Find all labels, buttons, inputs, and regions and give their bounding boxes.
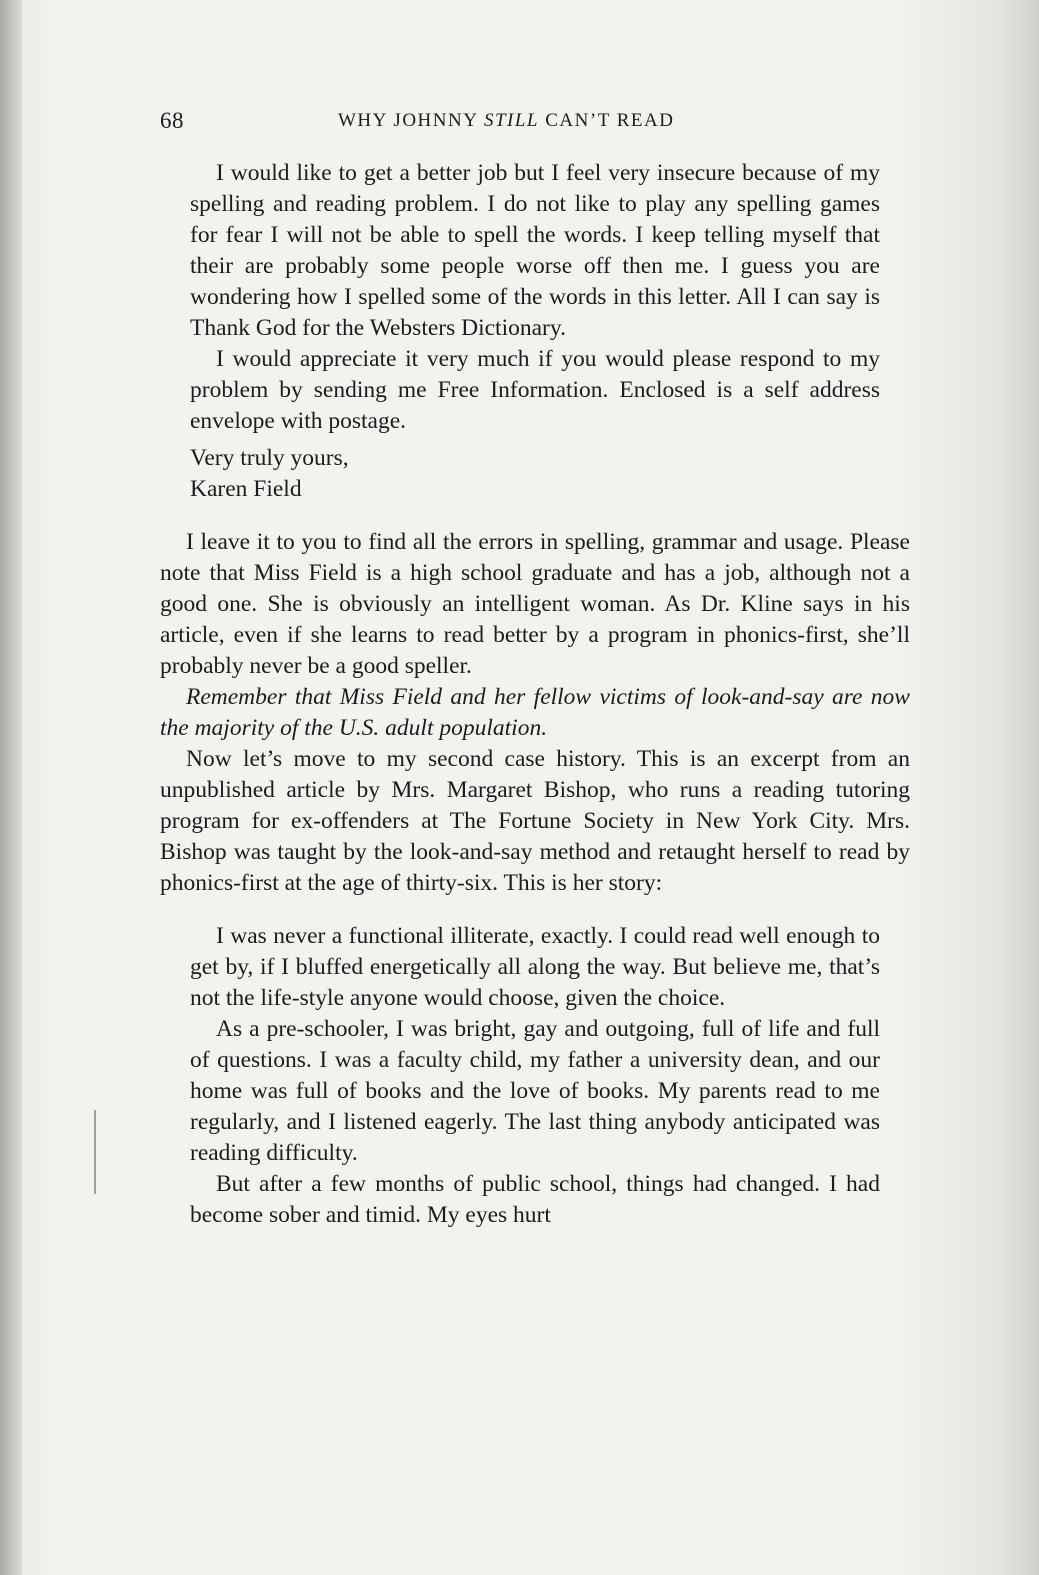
body-paragraph-2-italic: Remember that Miss Field and her fellow victims of look-and-say are now the majority of the U.S. adult population. <box>160 684 910 741</box>
page-number: 68 <box>160 108 184 133</box>
body-paragraph-3: Now let’s move to my second case history. This is an excerpt from an unpublished article by Mrs. Margaret Bishop, who runs a reading tutoring program for ex-offenders at The Fortune Society in New York City. Mrs. Bishop was taught by the look-and-say method and retaught herself to read by phonics-first at the age of thirty-six. This is her story: <box>160 746 910 896</box>
excerpt-paragraph-1: I was never a functional illiterate, exactly. I could read well enough to get by, if I bluffed energetically all along the way. But believe me, that’s not the life-style anyone would choose, given the choice. <box>190 923 880 1011</box>
book-spine-shadow <box>0 0 22 1575</box>
letter-closing: Very truly yours, <box>190 445 349 471</box>
body-paragraph-1: I leave it to you to find all the errors in spelling, grammar and usage. Please note that Miss Field is a high school graduate and has a job, although not a good one. She is obviously an intelligent woman. As Dr. Kline says in his article, even if she learns to read better by a program in phonics-first, she’ll probably never be a good speller. <box>160 529 910 679</box>
margin-pencil-mark <box>94 1110 96 1194</box>
quoted-letter <box>190 158 880 505</box>
letter-paragraph-1: I would like to get a better job but I feel very insecure because of my spelling and reading problem. I do not like to play any spelling games for fear I will not be able to spell the words. I keep telling myself that their are probably some people worse off then me. I guess you are wondering how I spelled some of the words in this letter. All I can say is Thank God for the Websters Dictionary. <box>190 160 880 341</box>
quoted-excerpt <box>190 921 880 1231</box>
running-head-end: CAN’T READ <box>539 110 675 131</box>
running-head-start: WHY JOHNNY <box>338 110 484 131</box>
page-body <box>160 158 910 1231</box>
letter-signature: Karen Field <box>190 476 302 502</box>
excerpt-paragraph-2: As a pre-schooler, I was bright, gay and outgoing, full of life and full of questions. I was a faculty child, my father a university dean, and our home was full of books and the love of books. My parents read to me regularly, and I listened eagerly. The last thing anybody anticipated was reading difficulty. <box>190 1016 880 1166</box>
running-head-italic: STILL <box>483 110 539 131</box>
running-head <box>338 110 674 132</box>
page-header <box>160 108 912 140</box>
letter-paragraph-2: I would appreciate it very much if you would please respond to my problem by sending me Free Information. Enclosed is a self address envelope with postage. <box>190 346 880 434</box>
excerpt-paragraph-3: But after a few months of public school, things had changed. I had become sober and timid. My eyes hurt <box>190 1171 880 1228</box>
